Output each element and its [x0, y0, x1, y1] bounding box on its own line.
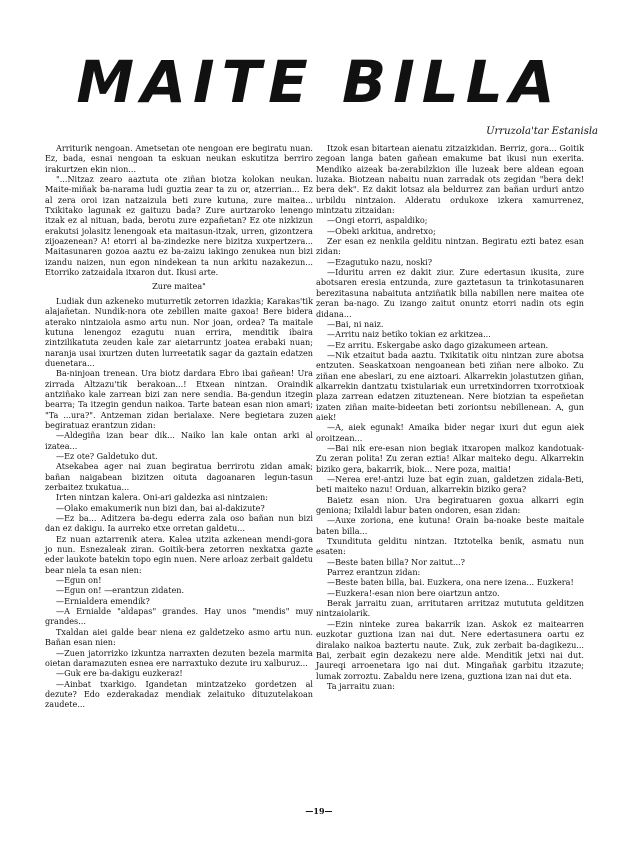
- paragraph: Ba-ninjoan trenean. Ura biotz dardara Ebro ibai gañean! Ura zirrada Altzazu'tik berakoan...! Etxean nintzan. Oraindik antziñako kale zarrean bizi zan nere sendia. Ba-gendun itzegin bearra; Ta itzegin gendun naikoa. Tarte batean esan nion amari; "Ta ...ura?". Antzeman zidan berialaxe. Nere begietara zuzen begiratuaz erantzun zidan:: [45, 368, 313, 430]
- author-byline: Urruzola'tar Estanisla: [486, 126, 598, 137]
- paragraph: —Bai, ni naiz.: [327, 318, 384, 329]
- article-title: MAITE BILLA: [76, 48, 562, 116]
- paragraph: Txaldan aiei galde bear niena ez galdetzeko asmo artu nun. Bañan esan nien:: [45, 626, 313, 648]
- paragraph: —Arritu naiz betiko tokian ez arkitzea...: [327, 329, 491, 340]
- paragraph: —Auxe zoriona, ene kutuna! Orain ba-noake beste maitale baten billa...: [316, 515, 584, 536]
- paragraph: "...Nitzaz zearo aaztuta ote ziñan biotza kolokan neukan. Maite-miñak ba-narama ludi guztia zear ta zu or, atzerrian... Ez al zera oroi izan natzaizula beti zure kutuna, zure maitea... Txikitako lagunak ez gaituzu bada? Zure aurtzaroko lenengo itzak ez al nituan, bada, berotu zure ezpañetan? Ez ote nizkizun erakutsi jolasitz lenengoak eta maitasun-itzak, urren, gizontzera zijoazenean? A! etorri al ba-zindezke nere bizitza xuxpertzera... Maitasunaren gozoa aaztu ez ba-zaizu iakingo zenukea nun bizi izandu naizen, nun egon nindekean ta nun arkitu nazakezun... Etorriko zatzaidala itxaron dut. Ikusi arte.: [45, 174, 313, 278]
- paragraph: —Obeki arkitua, andretxo;: [327, 225, 436, 236]
- paragraph: Ta jarraitu zuan:: [327, 680, 395, 691]
- paragraph: —Beste baten billa, bai. Euzkera, ona nere izena... Euzkera!: [327, 577, 574, 588]
- paragraph: —Zuen jatorrizko izkuntza narraxten dezuten bezela marmita oietan daramazuten esnea ere narraxtuko dezute iru xalburuz...: [45, 647, 313, 668]
- paragraph: Berak jarraitu zuan, arritutaren arritzaz mutututa gelditzen nintzaiolarik.: [316, 598, 584, 619]
- paragraph: —Ezagutuko nazu, noski?: [327, 256, 433, 267]
- paragraph: —Ainbat txarkigo. Igandetan mintzatzeko gordetzen al dezute? Edo ezderakadaz mendiak zelaituko dituzutelakoan zaudete...: [45, 678, 313, 710]
- paragraph: —Aldegiña izan bear dik... Naiko lan kale ontan arki al izatea...: [45, 430, 313, 451]
- paragraph: —Euzkera!-esan nion bere oiartzun antzo.: [327, 587, 500, 598]
- letter-signature: Zure maitea": [152, 281, 206, 292]
- paragraph: Irten nintzan kalera. Oni-ari galdezka asi nintzaien:: [56, 492, 268, 503]
- paragraph: —Egun on! —erantzun zidaten.: [56, 585, 185, 596]
- paragraph: —Ez ba... Aditzera ba-degu ederra zala oso bañan nun bizi dan ez dakigu. Ia aurreko etxe orretan galdetu...: [45, 513, 313, 534]
- paragraph: Arriturik nengoan. Ametsetan ote nengoan ere begiratu nuan. Ez, bada, esnai nengoan ta eskuan neukan eskutitza berriro irakurtzen ekin nion...: [45, 143, 313, 174]
- paragraph: —Egun on!: [56, 575, 102, 586]
- paragraph: —A, aiek egunak! Amaika bider negar ixuri dut egun aiek oroitzean...: [316, 422, 584, 443]
- paragraph: —Olako emakumerik nun bizi dan, bai al-dakizute?: [56, 502, 265, 513]
- paragraph: —Beste baten billa? Nor zaitut...?: [327, 556, 465, 567]
- page-number: —19—: [305, 806, 333, 816]
- paragraph: —Ez arritu. Eskergabe asko dago gizakumeen artean.: [327, 339, 549, 350]
- paragraph: —Ez ote? Galdetuko dut.: [56, 450, 158, 461]
- paragraph: —Ezin ninteke zurea bakarrik izan. Askok ez maitearren euzkotar guztiona izan nai dut. Nere edertasunera oartu ez diralako naikoa baztertu naute. Zuk, zuk zerbait ba-dagikezu... Bai, zerbait egin dezakezu nere alde. Menditik jetxi nai dut. Jaureqi arroenetara igo nai dut. Mingañak garbitu itzazute; lumak zorroztu. Zabaldu nere izena, guztiona izan nai dut eta.: [316, 618, 584, 681]
- paragraph: —Nerea ere!-antzi luze bat egin zuan, galdetzen zidala-Beti, beti maiteko nazu! Orduan, alkarrekin biziko gera?: [316, 474, 584, 495]
- paragraph: —Ongi etorri, aspaldiko;: [327, 215, 428, 226]
- paragraph: —Bai nik ere-esan nion begiak itxaropen malkoz kandotuak-Zu zeran polita! Zu zeran eztia! Alkar maiteko degu. Alkarrekin biziko gera, bakarrik, biok... Nere poza, maitia!: [316, 442, 584, 474]
- paragraph: Itzok esan bitartean aienatu zitzaizkidan. Berriz, gora... Goitik zegoan langa baten gañean emakume bat ikusi nun exerita. Mendiko aizeak ba-zerabilzkion ille luzeak bere aldean egoan luzaka. Biotzean nabaitu nuan zarradak ots zegidan "bera dek! bera dek". Ez dakit lotsaz ala beldurrez zan bañan urduri antzo urbildu nintzaion. Alderatu ordukoxe izkera xamurrenez, mintzatu zitzaidan:: [316, 143, 584, 216]
- right-column: [316, 143, 584, 691]
- paragraph: —Nik etzaitut bada aaztu. Txikitatik oitu nintzan zure abotsa entzuten. Seaskatxoan nengoanean beti ziñan nere alboko. Zu ziñan ene abeslari, zu ene aiztoari. Alkarrekin jolastutzen giñan, alkarrekin dantzatu txistulariak eun urretxindorren txorrotxioak plaza zarrean edatzen zituztenean. Nere biotzian ta espeñetan izaten ziñan maite-bideetan beti zoriontsu nebillenean. A, gun aiek!: [316, 349, 584, 422]
- paragraph: Parrez erantzun zidan:: [327, 567, 421, 578]
- paragraph: Ez nuan aztarrenik atera. Kalea utzita azkenean mendi-gora jo nun. Esnezaleak ziran. Goitik-bera zetorren nexkatxa gazte eder laukote batekin topo egin nuen. Nere arloaz zerbait galdetu bear niela ta esan nien:: [45, 533, 313, 575]
- paragraph: Baietz esan nion. Ura begiratuaren goxua alkarri egin geniona; Ixilaldi labur baten ondoren, esan zidan:: [316, 494, 584, 516]
- paragraph: —Iduritu arren ez dakit ziur. Zure edertasun ikusita, zure abotsaren eresia entzunda, zure gaztetasun ta trinkotasunaren berezitasuna nabaituta antziñatik billa nabillen nere maitea ote zeran ba-nago. Zu izango zaitut onuntz etorri nadin ots egin didana...: [316, 267, 584, 319]
- left-column: [45, 143, 313, 710]
- paragraph: —Ernialdera emendik?: [56, 595, 150, 606]
- paragraph: Ludiak dun azkeneko muturretik zetorren idazkia; Karakas'tik alajañetan. Nundik-nora ote zebillen maite gaxoa! Bere bidera aterako nintzaiola asmo artu nun. Nor joan, ordea? Ta maitale kutuna lenengoz ezagutu nuan errira, menditik ibaira zintzilikatuta zeuden kale zar aietarruntz joatea erabaki nuan; naranja usai ixurtzen duten lurreetatik sagar da gaztain edatzen duenetara...: [45, 295, 313, 368]
- paragraph: Txunditutа gelditu nintzan. Itztotelka benik, asmatu nun esaten:: [316, 536, 584, 557]
- paragraph: —A Ernialde "aldapas" grandes. Hay unos "mendis" muy grandes...: [45, 606, 313, 627]
- paragraph: Zer esan ez nenkila gelditu nintzan. Begiratu ezti batez esan zidan:: [316, 236, 584, 257]
- paragraph: —Guk ere ba-dakigu euzkeraz!: [56, 668, 183, 679]
- paragraph: Atsekabea ager nai zuan begiratua berrirotu zidan amak; bañan naigabean bizitzen oituta dagoanaren legun-tasun zerbaitez txukatua...: [45, 461, 313, 492]
